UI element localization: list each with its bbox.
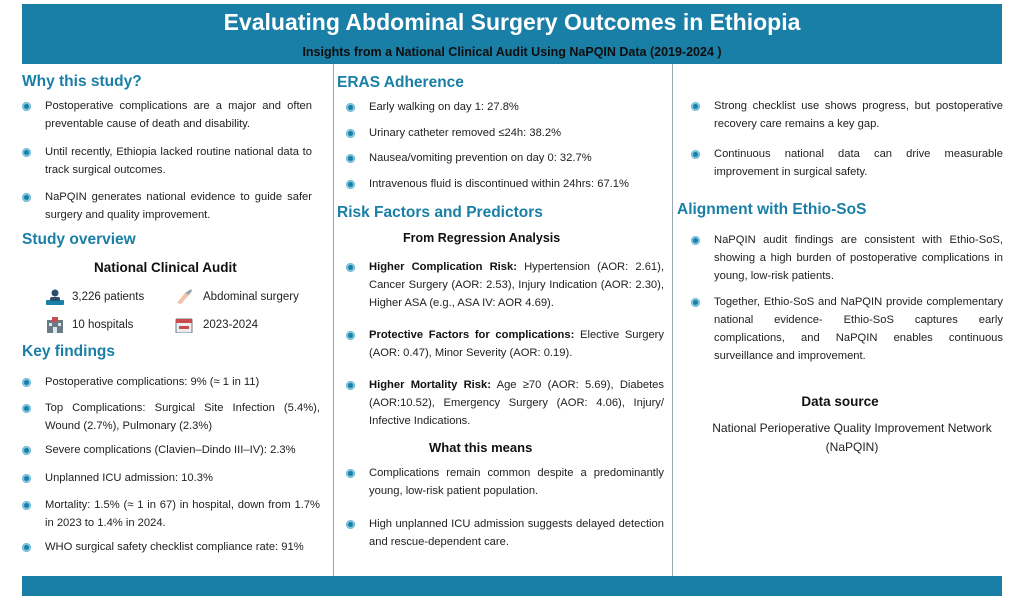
footer-bar [22, 576, 1002, 596]
bullet-icon [346, 154, 355, 163]
surgery-type: Abdominal surgery [203, 291, 299, 303]
bullet-icon [691, 150, 700, 159]
bullet-icon [22, 148, 31, 157]
page-title: Evaluating Abdominal Surgery Outcomes in Ethiopia [223, 9, 801, 35]
hospital-icon [46, 317, 64, 333]
bullet-icon [346, 263, 355, 272]
list-item: Urinary catheter removed ≤24h: 38.2% [346, 124, 664, 142]
bullet-icon [691, 102, 700, 111]
list-item: Early walking on day 1: 27.8% [346, 98, 664, 116]
list-item: High unplanned ICU admission suggests delayed detection and rescue-dependent care. [346, 515, 664, 551]
patients-icon [46, 289, 64, 305]
means-heading: What this means [429, 440, 533, 455]
bullet-icon [22, 193, 31, 202]
list-item: Severe complications (Clavien–Dindo III–IV): 2.3% [22, 441, 320, 459]
list-item: Together, Ethio-SoS and NaPQIN provide complementary national evidence- Ethio-SoS captures early complications, and NaPQIN enables continuous surveillance and improvement. [691, 293, 1003, 365]
bullet-icon [346, 180, 355, 189]
bullet-icon [22, 543, 31, 552]
source-heading: Data source [801, 394, 879, 409]
findings-heading: Key findings [22, 343, 116, 360]
column-divider [672, 64, 673, 576]
bullet-icon [346, 520, 355, 529]
list-item: Mortality: 1.5% (≈ 1 in 67) in hospital, down from 1.7% in 2023 to 1.4% in 2024. [22, 496, 320, 532]
hospitals-count: 10 hospitals [72, 319, 134, 331]
list-item: Higher Complication Risk: Hypertension (AOR: 2.61), Cancer Surgery (AOR: 2.53), Injury Indication (AOR: 2.30), Higher ASA (e.g., ASA IV: AOR 4.69). [346, 258, 664, 312]
bullet-icon [346, 103, 355, 112]
list-item: Postoperative complications: 9% (≈ 1 in 11) [22, 373, 320, 391]
calendar-icon [175, 317, 193, 333]
alignment-heading: Alignment with Ethio-SoS [677, 201, 867, 218]
bullet-icon [22, 501, 31, 510]
bullet-icon [22, 474, 31, 483]
list-item: Intravenous fluid is discontinued within 24hrs: 67.1% [346, 175, 664, 193]
list-item: Higher Mortality Risk: Age ≥70 (AOR: 5.69), Diabetes (AOR:10.52), Emergency Surgery (AOR: 4.06), Injury/ Infective Indications. [346, 376, 664, 430]
list-item: Protective Factors for complications: Elective Surgery (AOR: 0.47), Minor Severity (AOR: 0.19). [346, 326, 664, 362]
surgery-icon [175, 289, 193, 305]
list-item: Top Complications: Surgical Site Infection (5.4%), Wound (2.7%), Pulmonary (2.3%) [22, 399, 320, 435]
risk-heading: Risk Factors and Predictors [337, 204, 543, 221]
list-item: Postoperative complications are a major and often preventable cause of death and disability. [22, 97, 312, 133]
list-item: Nausea/vomiting prevention on day 0: 32.7% [346, 149, 664, 167]
study-years: 2023-2024 [203, 319, 258, 331]
list-item: Until recently, Ethiopia lacked routine national data to track surgical outcomes. [22, 143, 312, 179]
bullet-icon [691, 236, 700, 245]
bullet-icon [346, 129, 355, 138]
page-subtitle: Insights from a National Clinical Audit Using NaPQIN Data (2019-2024 ) [302, 45, 722, 59]
list-item: NaPQIN generates national evidence to guide safer surgery and quality improvement. [22, 188, 312, 224]
bullet-icon [346, 331, 355, 340]
list-item: WHO surgical safety checklist compliance rate: 91% [22, 538, 320, 556]
list-item: NaPQIN audit findings are consistent with Ethio-SoS, showing a high burden of postoperative complications in young, low-risk patients. [691, 231, 1003, 285]
list-item: Continuous national data can drive measurable improvement in surgical safety. [691, 145, 1003, 181]
list-item: Strong checklist use shows progress, but postoperative recovery care remains a key gap. [691, 97, 1003, 133]
source-text: National Perioperative Quality Improvement Network (NaPQIN) [712, 421, 992, 454]
bullet-icon [22, 378, 31, 387]
header-banner [22, 4, 1002, 64]
bullet-icon [346, 469, 355, 478]
eras-heading: ERAS Adherence [337, 74, 464, 91]
bullet-icon [22, 102, 31, 111]
bullet-icon [22, 404, 31, 413]
patients-count: 3,226 patients [72, 291, 145, 303]
audit-subheading: National Clinical Audit [94, 260, 237, 275]
bullet-icon [22, 446, 31, 455]
column-divider [333, 64, 334, 576]
bullet-icon [691, 298, 700, 307]
bullet-icon [346, 381, 355, 390]
list-item: Complications remain common despite a predominantly young, low-risk patient population. [346, 464, 664, 500]
risk-subheading: From Regression Analysis [403, 231, 561, 245]
why-heading: Why this study? [22, 73, 142, 90]
list-item: Unplanned ICU admission: 10.3% [22, 469, 320, 487]
overview-heading: Study overview [22, 231, 136, 248]
